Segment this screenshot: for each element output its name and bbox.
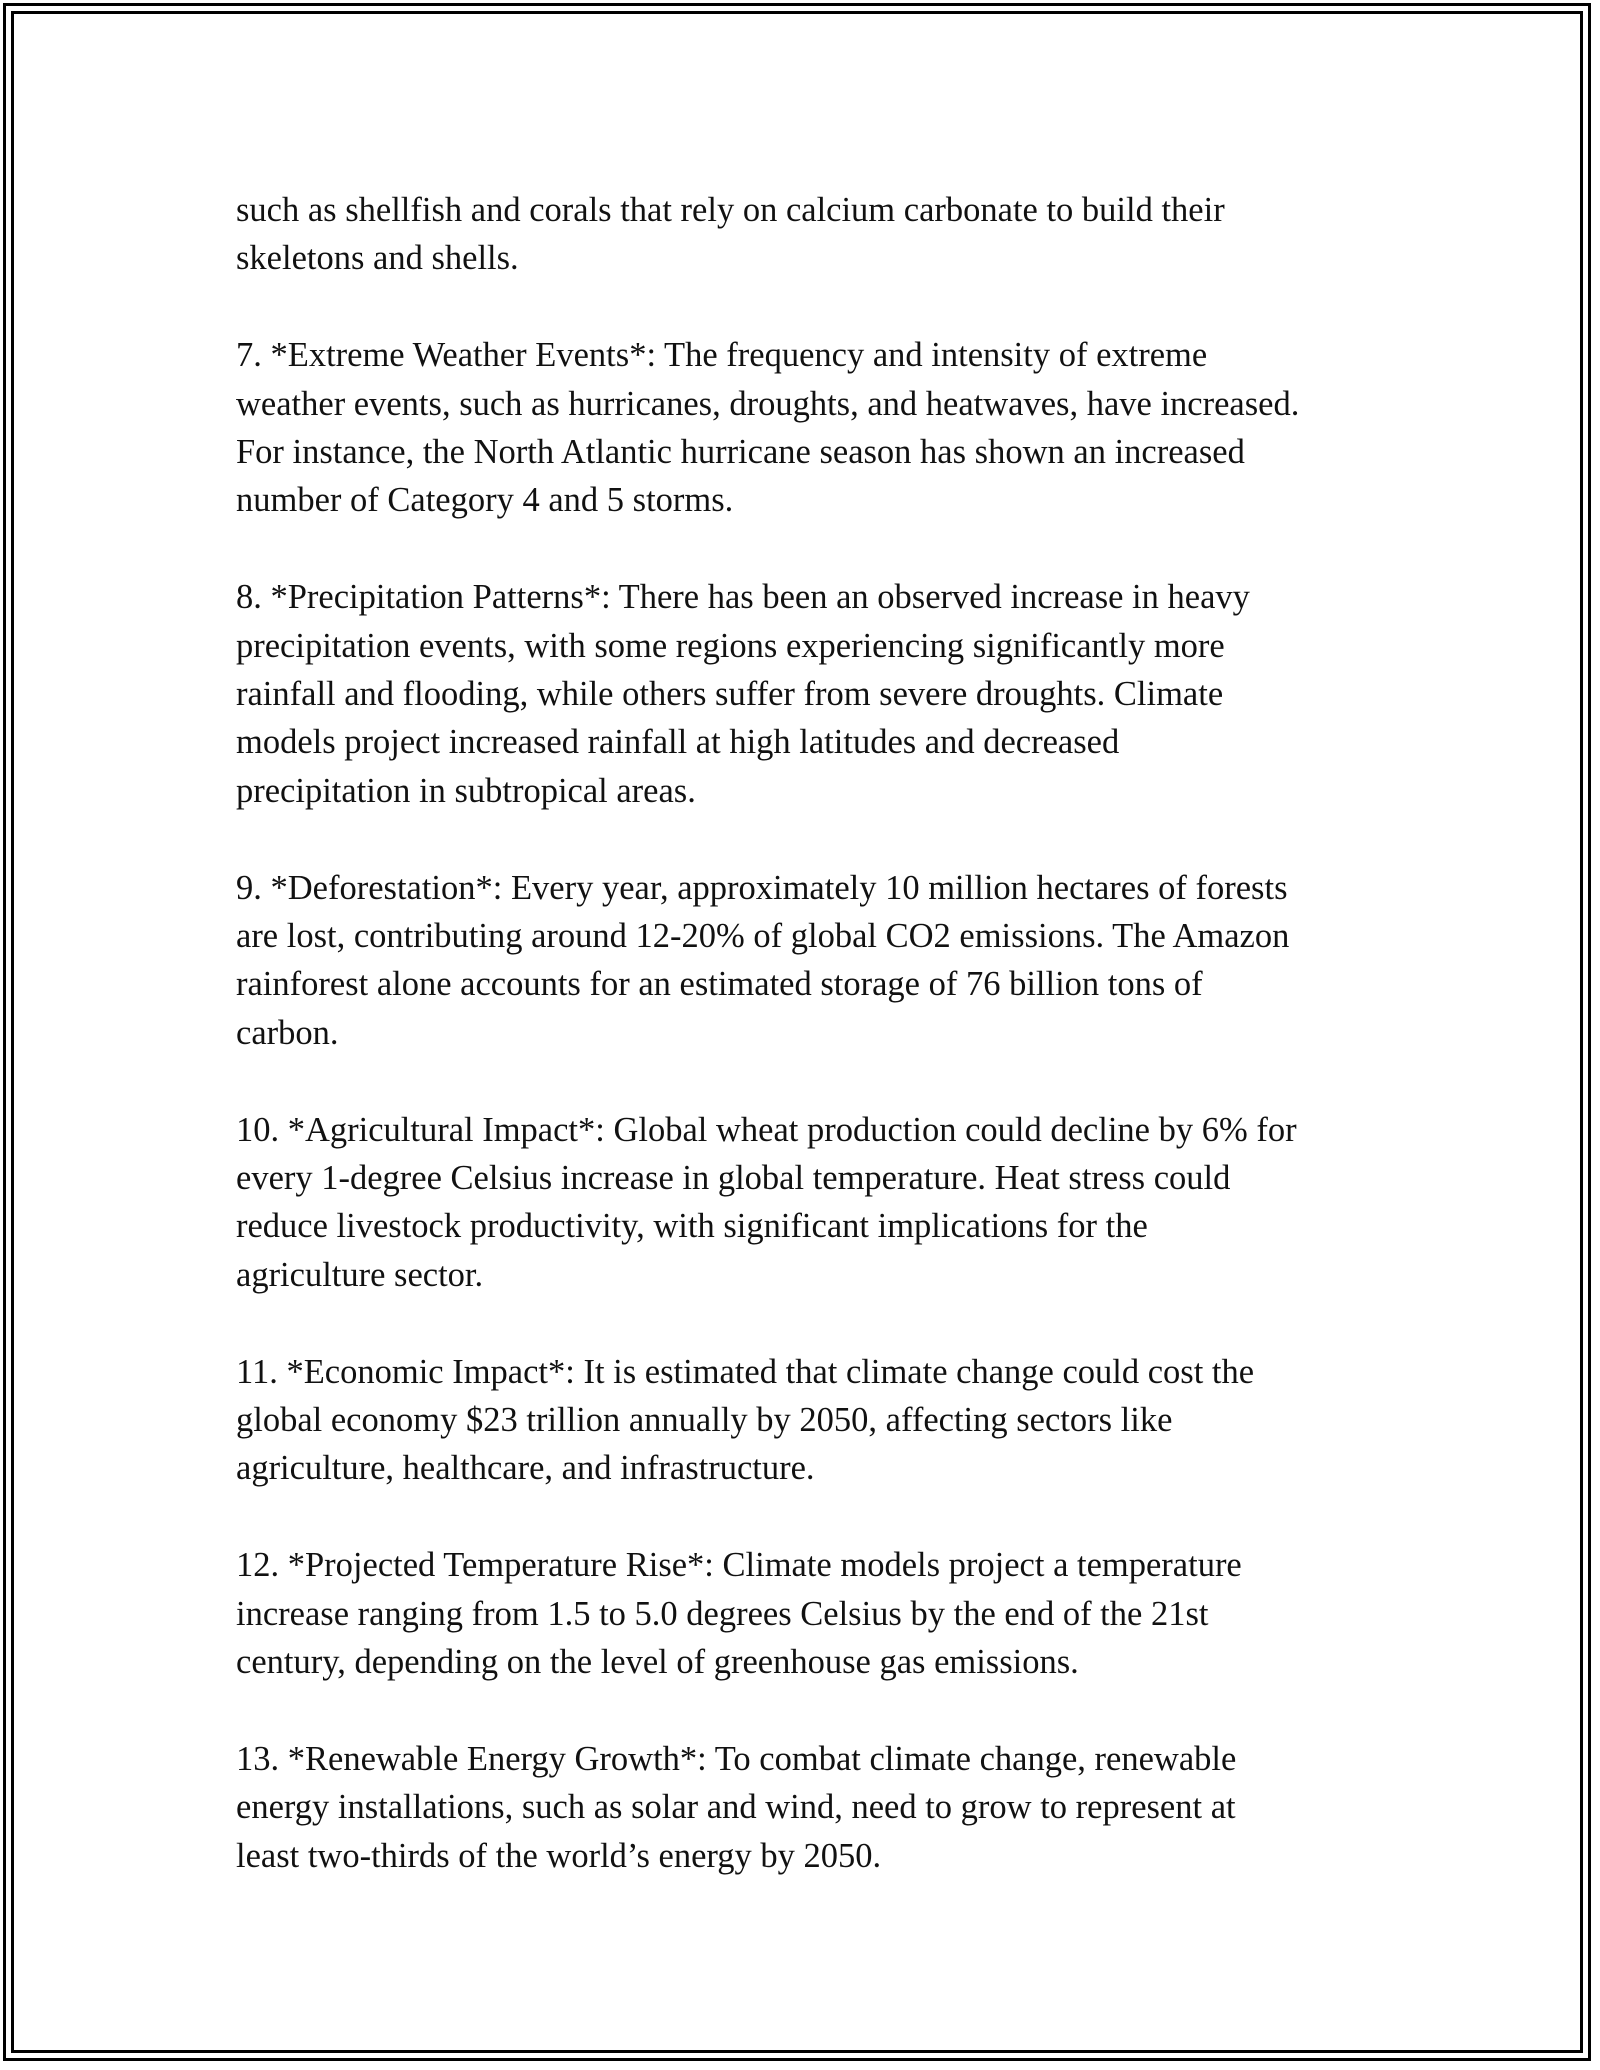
text-line: agriculture, healthcare, and infrastructure. (236, 1449, 815, 1488)
text-line: such as shellfish and corals that rely on calcium carbonate to build their (236, 191, 1225, 229)
text-line: 8. *Precipitation Patterns*: There has been an observed increase in heavy (236, 578, 1250, 617)
text-line: 9. *Deforestation*: Every year, approximately 10 million hectares of forests (236, 868, 1288, 907)
text-line: century, depending on the level of greenhouse gas emissions. (236, 1643, 1079, 1682)
paragraph-renewable-energy (236, 1735, 1386, 1880)
paragraph-extreme-weather (236, 331, 1386, 525)
text-line: precipitation events, with some regions experiencing significantly more (236, 626, 1225, 665)
text-line: are lost, contributing around 12-20% of global CO2 emissions. The Amazon (236, 917, 1290, 956)
text-line: energy installations, such as solar and wind, need to grow to represent at (236, 1788, 1236, 1827)
text-line: precipitation in subtropical areas. (236, 771, 696, 810)
paragraph-precipitation (236, 573, 1386, 815)
text-line: 13. *Renewable Energy Growth*: To combat climate change, renewable (236, 1739, 1237, 1778)
paragraph-continuation (236, 186, 1386, 283)
text-line: least two-thirds of the world’s energy by 2050. (236, 1836, 882, 1875)
text-line: weather events, such as hurricanes, droughts, and heatwaves, have increased. (236, 384, 1300, 423)
paragraph-economic (236, 1348, 1386, 1493)
text-line: rainfall and flooding, while others suffer from severe droughts. Climate (236, 675, 1224, 714)
text-line: 11. *Economic Impact*: It is estimated that climate change could cost the (236, 1352, 1255, 1391)
text-line: number of Category 4 and 5 storms. (236, 481, 734, 520)
text-line: rainforest alone accounts for an estimated storage of 76 billion tons of (236, 965, 1203, 1004)
text-line: global economy $23 trillion annually by 2050, affecting sectors like (236, 1401, 1173, 1440)
text-line: increase ranging from 1.5 to 5.0 degrees Celsius by the end of the 21st (236, 1594, 1209, 1633)
text-line: 7. *Extreme Weather Events*: The frequency and intensity of extreme (236, 336, 1208, 375)
paragraph-deforestation (236, 864, 1386, 1058)
document-body (236, 186, 1386, 1929)
text-line: agriculture sector. (236, 1255, 484, 1294)
text-line: 10. *Agricultural Impact*: Global wheat production could decline by 6% for (236, 1110, 1297, 1149)
text-line: skeletons and shells. (236, 239, 519, 278)
text-line: For instance, the North Atlantic hurricane season has shown an increased (236, 433, 1245, 472)
paragraph-agricultural (236, 1106, 1386, 1300)
text-line: 12. *Projected Temperature Rise*: Climate models project a temperature (236, 1546, 1242, 1585)
text-line: models project increased rainfall at high latitudes and decreased (236, 723, 1120, 762)
text-line: reduce livestock productivity, with significant implications for the (236, 1207, 1148, 1246)
text-line: carbon. (236, 1013, 339, 1052)
paragraph-temperature-rise (236, 1541, 1386, 1686)
text-line: every 1-degree Celsius increase in global temperature. Heat stress could (236, 1159, 1231, 1198)
